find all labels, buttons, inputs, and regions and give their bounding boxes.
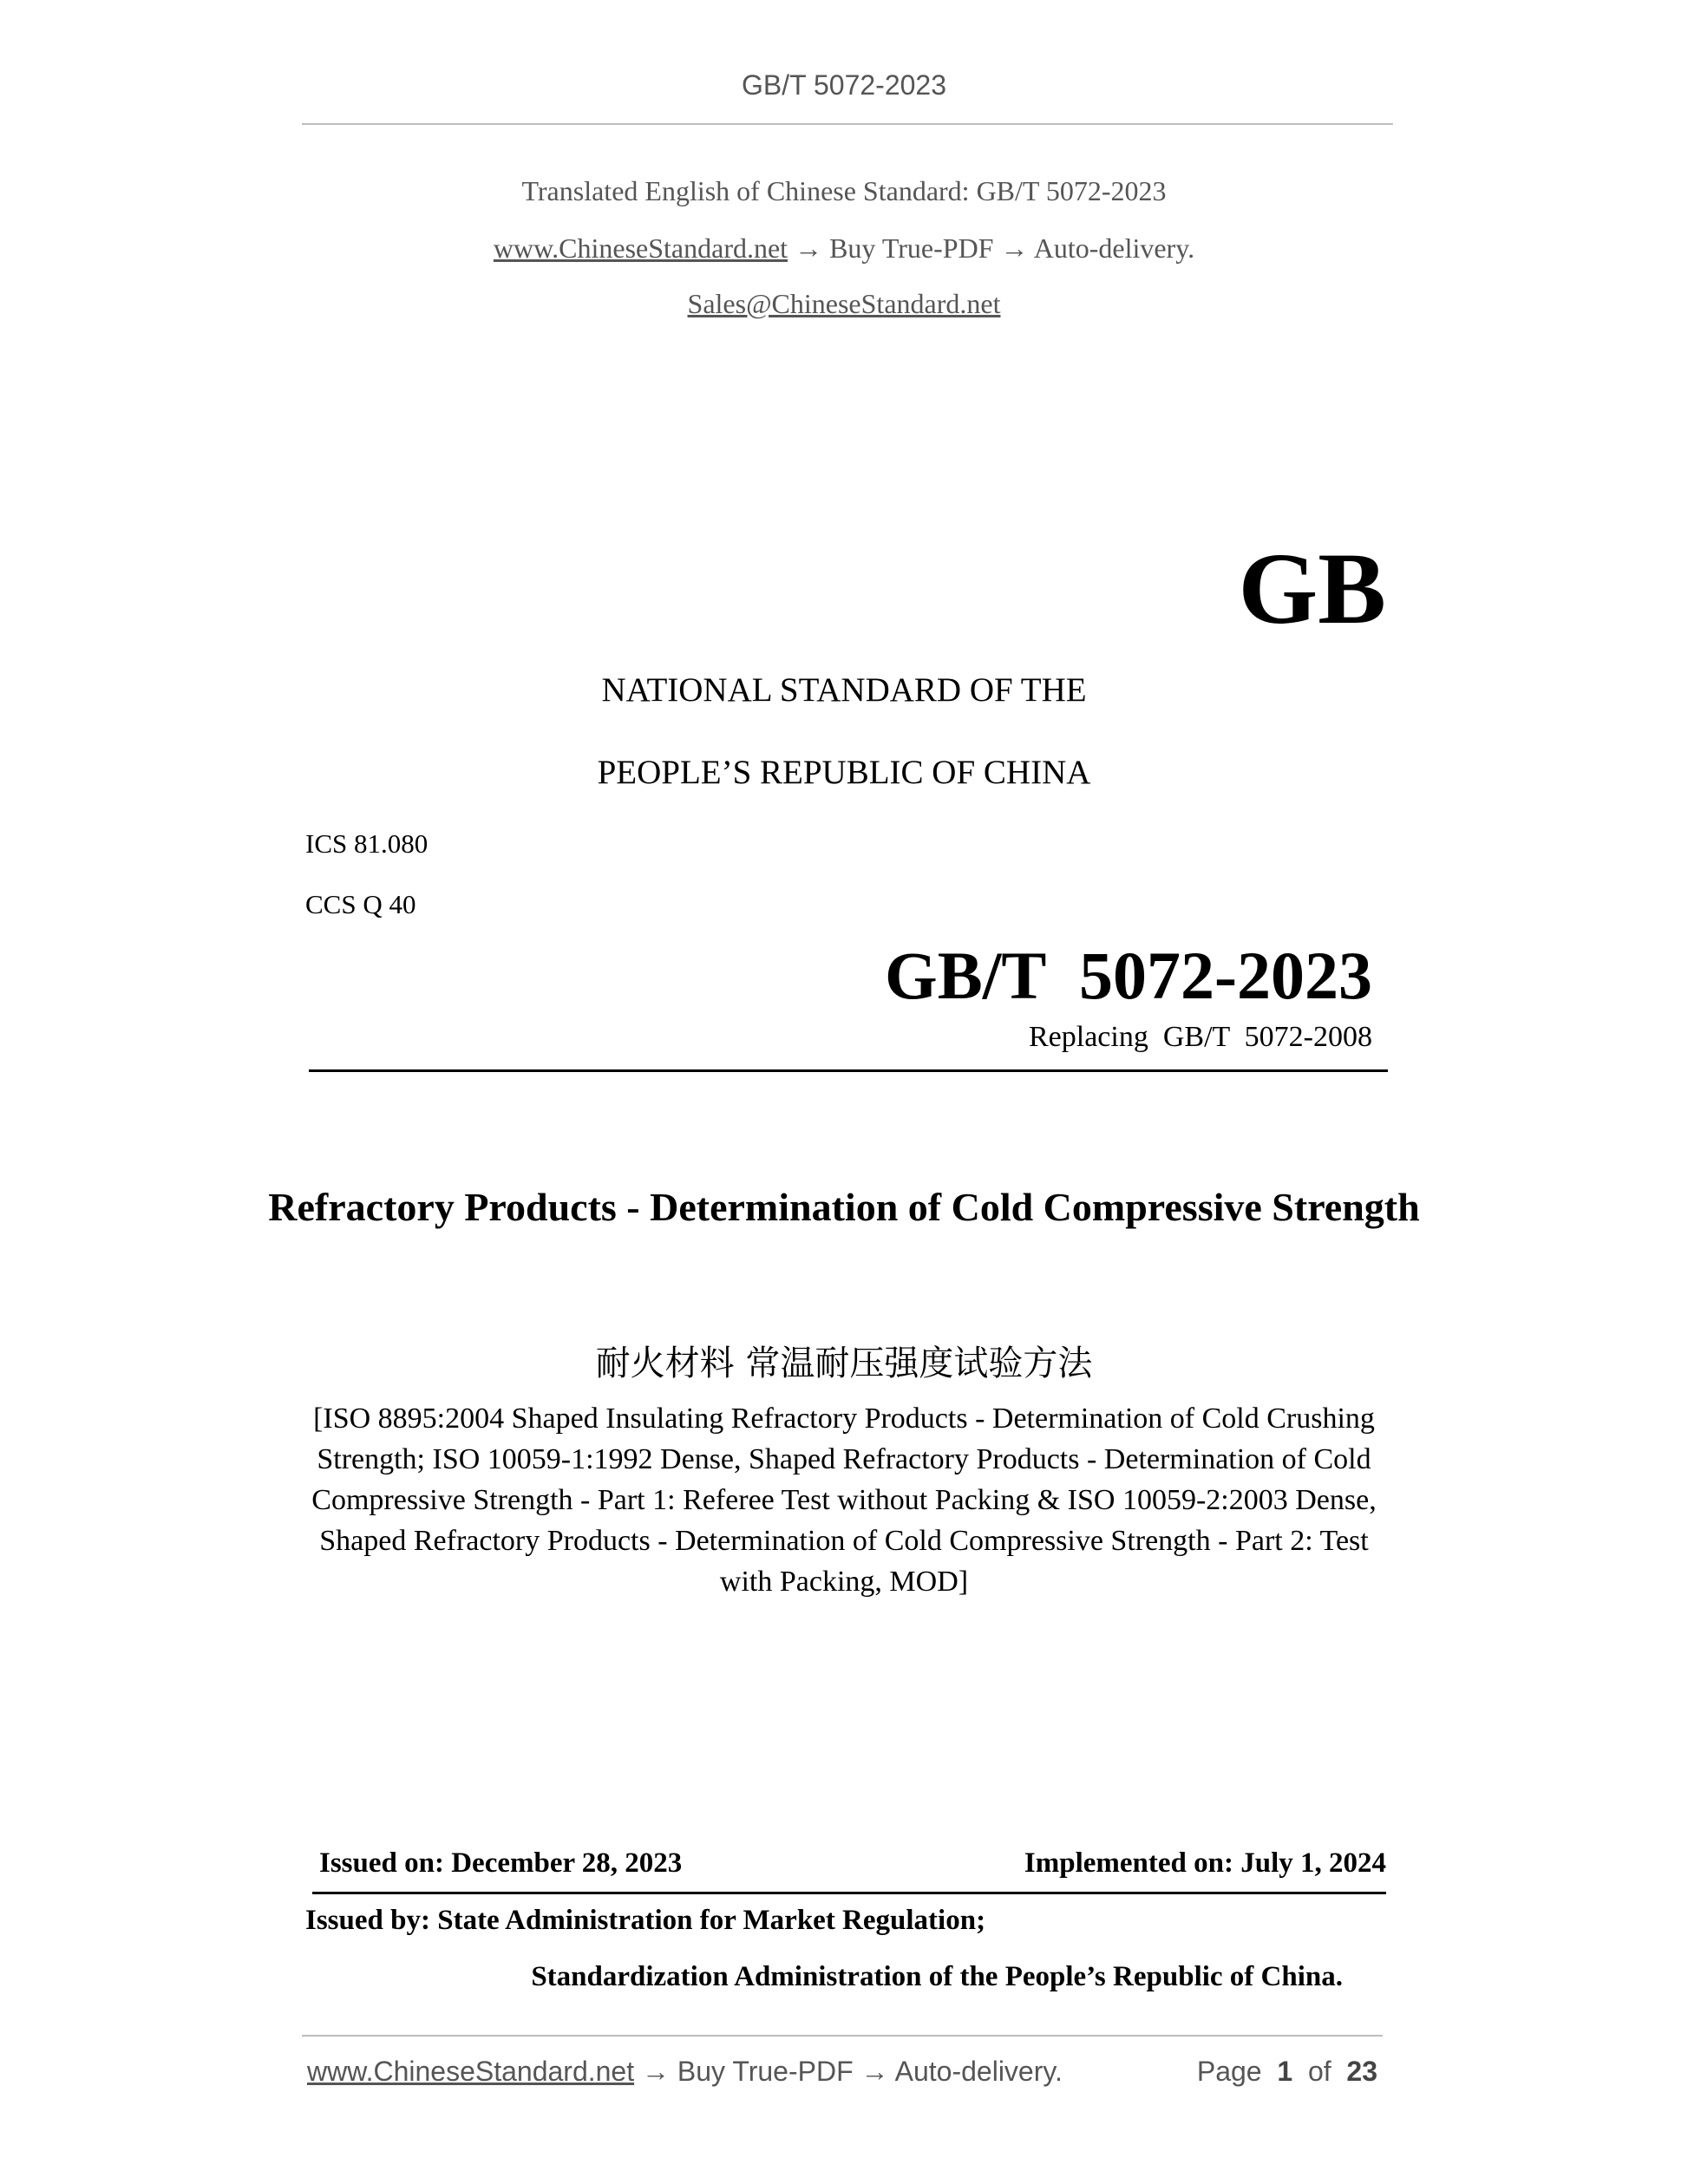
footer-link[interactable]: www.ChineseStandard.net — [307, 2056, 635, 2087]
sales-email-link[interactable]: Sales@ChineseStandard.net — [687, 288, 1001, 319]
translated-line: Translated English of Chinese Standard: GB/T 5072-2023 — [521, 175, 1167, 206]
page-label: Page — [1196, 2056, 1262, 2087]
page-total: 23 — [1346, 2056, 1377, 2087]
footer-tail: → Buy True-PDF → Auto-delivery. — [634, 2056, 1063, 2087]
issued-on-date: Issued on: December 28, 2023 — [319, 1847, 683, 1879]
ics-code: ICS 81.080 — [305, 828, 429, 859]
issued-by: Issued by: State Administration for Market Regulation; — [305, 1905, 986, 1936]
replacing-note: Replacing GB/T 5072-2008 — [1029, 1021, 1372, 1053]
page-indicator — [1197, 2056, 1377, 2088]
running-header: GB/T 5072-2023 — [741, 69, 946, 101]
promo-tail: → Buy True-PDF → Auto-delivery. — [788, 232, 1195, 264]
national-standard-line-1: NATIONAL STANDARD OF THE — [601, 671, 1087, 709]
footer-divider — [302, 2035, 1383, 2037]
footer-promo — [307, 2056, 1063, 2088]
date-divider — [312, 1892, 1386, 1894]
header-divider — [302, 123, 1393, 125]
ccs-code: CCS Q 40 — [305, 889, 416, 919]
implemented-on-date: Implemented on: July 1, 2024 — [1024, 1847, 1386, 1879]
title-chinese: 耐火材料 常温耐压强度试验方法 — [595, 1344, 1093, 1383]
promo-line — [0, 232, 1688, 265]
page-of: of — [1307, 2056, 1331, 2087]
promo-link[interactable]: www.ChineseStandard.net — [493, 232, 788, 264]
issued-by-second-authority: Standardization Administration of the People’s Republic of China. — [531, 1961, 1343, 1992]
adoption-note: [ISO 8895:2004 Shaped Insulating Refractory Products - Determination of Cold Crushing Strength; ISO 10059-1:1992 Dense, Shaped Refractory Products - Determination of Cold Compressive Strength - Part 1: Referee Test without Packing & ISO 10059-2:2003 Dense, Shaped Refractory Products - Determination of Cold Compressive Strength - Part 2: Test with Packing, MOD] — [311, 1403, 1377, 1598]
national-standard-line-2: PEOPLE’S REPUBLIC OF CHINA — [597, 754, 1091, 791]
page-current: 1 — [1277, 2056, 1293, 2087]
gb-mark: GB — [1238, 532, 1386, 645]
standard-number: GB/T 5072-2023 — [885, 938, 1372, 1013]
title-divider — [309, 1069, 1388, 1072]
title-english: Refractory Products - Determination of Cold Compressive Strength — [268, 1185, 1420, 1229]
sales-line — [0, 288, 1688, 320]
